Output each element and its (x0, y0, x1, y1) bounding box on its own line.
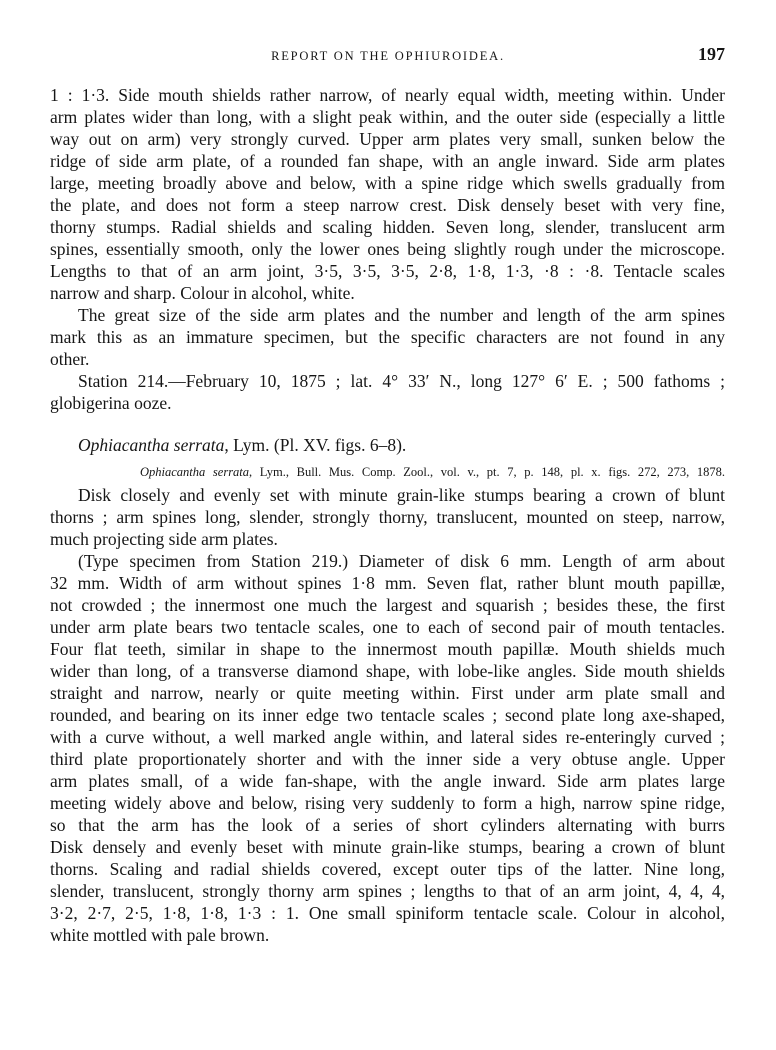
station-line: Station 214.—February 10, 1875 ; lat. 4° 33′ N., long 127° 6′ E. ; 500 fathoms ; (78, 371, 725, 391)
text-line: (Type specimen from Station 219.) Diameter of disk 6 mm. Length of arm about (78, 551, 725, 571)
text-line: meeting widely above and below, rising very suddenly to form a high, narrow spine ridge, (50, 793, 725, 813)
species-heading (78, 434, 406, 456)
text-line: 32 mm. Width of arm without spines 1·8 mm. Seven flat, rather blunt mouth papillæ, (50, 573, 725, 593)
text-line: thorns. Scaling and radial shields covered, except outer tips of the latter. Nine long, (50, 859, 725, 879)
text-line: ridge of side arm plate, of a rounded fan shape, with an angle inward. Side arm plates (50, 151, 725, 171)
text-line: way out on arm) very strongly curved. Upper arm plates very small, sunken below the (50, 129, 725, 149)
species-citation (140, 464, 725, 480)
text-line: thorns ; arm spines long, slender, strongly thorny, translucent, mounted on steep, narrow, (50, 507, 725, 527)
previous-species-text (50, 84, 725, 414)
running-title: REPORT ON THE OPHIUROIDEA. (271, 49, 505, 63)
text-line: thorny stumps. Radial shields and scaling hidden. Seven long, slender, translucent arm (50, 217, 725, 237)
text-line: slender, translucent, strongly thorny arm spines ; lengths to that of an arm joint, 4, 4, 4, (50, 881, 725, 901)
text-line: the plate, and does not form a steep narrow crest. Disk densely beset with very fine, (50, 195, 725, 215)
text-line: under arm plate bears two tentacle scales, one to each of second pair of mouth tentacles. (50, 617, 725, 637)
text-line: narrow and sharp. Colour in alcohol, white. (50, 283, 355, 303)
species-text (50, 484, 725, 946)
text-line: much projecting side arm plates. (50, 529, 278, 549)
text-line: wider than long, of a transverse diamond shape, with lobe-like angles. Side mouth shields (50, 661, 725, 681)
text-line: Disk closely and evenly set with minute grain-like stumps bearing a crown of blunt (78, 485, 725, 505)
text-line: other. (50, 349, 90, 369)
citation-rest: , Lym., Bull. Mus. Comp. Zool., vol. v., pt. 7, p. 148, pl. x. figs. 272, 273, 1878. (249, 465, 725, 479)
text-line: so that the arm has the look of a series of short cylinders alternating with burrs (50, 815, 725, 835)
text-line: white mottled with pale brown. (50, 925, 270, 945)
text-line: Disk densely and evenly beset with minute grain-like stumps, bearing a crown of blunt (50, 837, 725, 857)
text-line: straight and narrow, nearly or quite meeting within. First under arm plate small and (50, 683, 725, 703)
text-line: arm plates small, of a wide fan-shape, with the angle inward. Side arm plates large (50, 771, 725, 791)
text-line: arm plates wider than long, with a slight peak within, and the outer side (especially a little (50, 107, 725, 127)
text-line: large, meeting broadly above and below, with a spine ridge which swells gradually from (50, 173, 725, 193)
citation-name: Ophiacantha serrata (140, 465, 250, 479)
text-line: Four flat teeth, similar in shape to the innermost mouth papillæ. Mouth shields much (50, 639, 725, 659)
text-line: 3·2, 2·7, 2·5, 1·8, 1·8, 1·3 : 1. One small spiniform tentacle scale. Colour in alcohol, (50, 903, 725, 923)
page-number: 197 (698, 44, 725, 64)
text-line: not crowded ; the innermost one much the largest and squarish ; besides these, the first (50, 595, 725, 615)
station-line: globigerina ooze. (50, 393, 172, 413)
species-heading-rest: , Lym. (Pl. XV. figs. 6–8). (224, 435, 407, 455)
text-line: third plate proportionately shorter and with the inner side a very obtuse angle. Upper (50, 749, 725, 769)
text-line: The great size of the side arm plates and the number and length of the arm spines (78, 305, 725, 325)
text-line: spines, essentially smooth, only the lower ones being slightly rough under the microscope. (50, 239, 725, 259)
text-line: mark this as an immature specimen, but the specific characters are not found in any (50, 327, 725, 347)
text-line: 1 : 1·3. Side mouth shields rather narrow, of nearly equal width, meeting within. Under (50, 85, 725, 105)
text-line: rounded, and bearing on its inner edge two tentacle scales ; second plate long axe-shaped, (50, 705, 725, 725)
species-heading-name: Ophiacantha serrata (78, 435, 225, 455)
text-line: Lengths to that of an arm joint, 3·5, 3·5, 3·5, 2·8, 1·8, 1·3, ·8 : ·8. Tentacle scales (50, 261, 725, 281)
text-line: with a curve without, a well marked angle within, and lateral sides re-enteringly curved ; (50, 727, 725, 747)
